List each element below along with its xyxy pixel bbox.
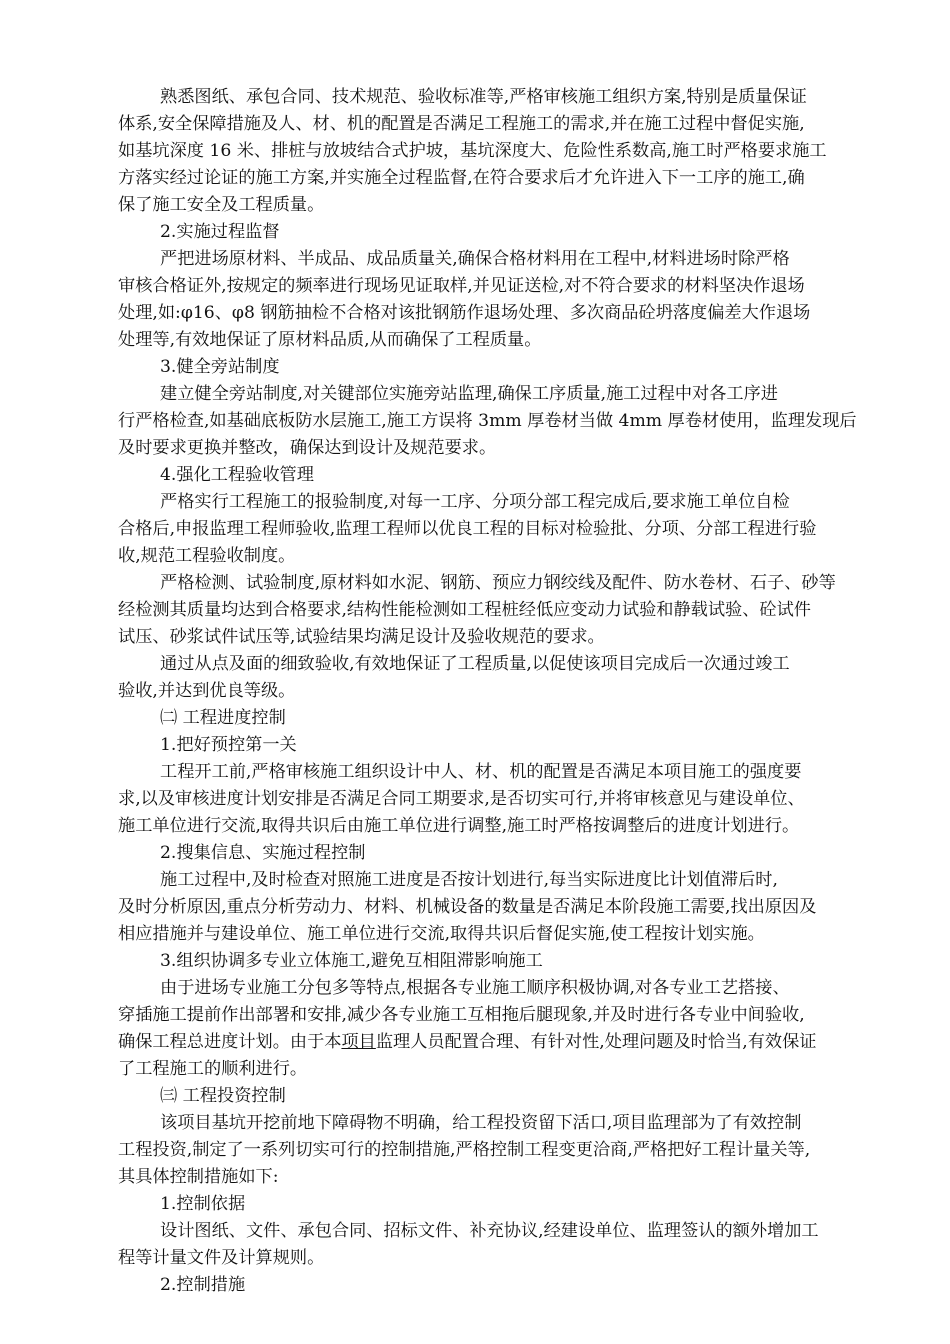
text-line <box>118 462 878 489</box>
text-line <box>118 516 878 543</box>
line-text: 该项目基坑开挖前地下障碍物不明确，给工程投资留下活口,项目监理部为了有效控制 <box>160 1113 802 1133</box>
line-text: 收,规范工程验收制度。 <box>118 546 296 566</box>
text-line <box>118 111 878 138</box>
text-line <box>118 1110 878 1137</box>
text-line <box>118 651 878 678</box>
text-line <box>118 759 878 786</box>
line-text: 建立健全旁站制度,对关键部位实施旁站监理,确保工序质量,施工过程中对各工序进 <box>160 384 778 404</box>
text-line <box>118 1002 878 1029</box>
text-line <box>118 273 878 300</box>
line-text: 4.强化工程验收管理 <box>160 465 314 485</box>
text-line <box>118 921 878 948</box>
text-line <box>118 219 878 246</box>
line-text: 处理等,有效地保证了原材料品质,从而确保了工程质量。 <box>118 330 542 350</box>
line-text: 2.控制措施 <box>160 1275 246 1295</box>
line-text: 确保工程总进度计划。由于本 <box>118 1032 342 1052</box>
underlined-word: 项目 <box>341 1032 376 1052</box>
text-line <box>118 246 878 273</box>
text-line <box>118 705 878 732</box>
text-line <box>118 570 878 597</box>
line-text: 程等计量文件及计算规则。 <box>118 1248 325 1268</box>
line-text: 严把进场原材料、半成品、成品质量关,确保合格材料用在工程中,材料进场时除严格 <box>160 249 790 269</box>
line-text: 由于进场专业施工分包多等特点,根据各专业施工顺序积极协调,对各专业工艺搭接、 <box>160 978 790 998</box>
line-text: 3.组织协调多专业立体施工,避免互相阻滞影响施工 <box>160 951 543 971</box>
text-line <box>118 678 878 705</box>
line-text: 严格检测、试验制度,原材料如水泥、钢筋、预应力钢绞线及配件、防水卷材、石子、砂等 <box>160 573 836 593</box>
line-text: 施工过程中,及时检查对照施工进度是否按计划进行,每当实际进度比计划值滞后时, <box>160 870 778 890</box>
text-line <box>118 1218 878 1245</box>
line-text: 工程开工前,严格审核施工组织设计中人、材、机的配置是否满足本项目施工的强度要 <box>160 762 802 782</box>
document-body <box>118 84 878 1299</box>
line-text: 审核合格证外,按规定的频率进行现场见证取样,并见证送检,对不符合要求的材料坚决作退场 <box>118 276 805 296</box>
text-line <box>118 948 878 975</box>
line-text: 工程投资,制定了一系列切实可行的控制措施,严格控制工程变更洽商,严格把好工程计量关等, <box>118 1140 811 1160</box>
text-line <box>118 138 878 165</box>
line-text: 严格实行工程施工的报验制度,对每一工序、分项分部工程完成后,要求施工单位自检 <box>160 492 790 512</box>
line-text: 合格后,申报监理工程师验收,监理工程师以优良工程的目标对检验批、分项、分部工程进行验 <box>118 519 817 539</box>
text-line <box>118 408 878 435</box>
line-text: 方落实经过论证的施工方案,并实施全过程监督,在符合要求后才允许进入下一工序的施工,确 <box>118 168 805 188</box>
text-line <box>118 1245 878 1272</box>
line-text: 经检测其质量均达到合格要求,结构性能检测如工程桩经低应变动力试验和静载试验、砼试件 <box>118 600 811 620</box>
line-text: 及时要求更换并整改，确保达到设计及规范要求。 <box>118 438 497 458</box>
line-text: 1.把好预控第一关 <box>160 735 297 755</box>
text-line <box>118 84 878 111</box>
text-line <box>118 192 878 219</box>
text-line <box>118 732 878 759</box>
text-line <box>118 597 878 624</box>
line-text: 2.搜集信息、实施过程控制 <box>160 843 366 863</box>
line-text: 及时分析原因,重点分析劳动力、材料、机械设备的数量是否满足本阶段施工需要,找出原因及 <box>118 897 817 917</box>
text-line <box>118 1164 878 1191</box>
line-text: 行严格检查,如基础底板防水层施工,施工方误将 3mm 厚卷材当做 4mm 厚卷材使用，监理发现后 <box>118 411 857 431</box>
line-text: ㈢ 工程投资控制 <box>160 1086 286 1106</box>
text-line <box>118 840 878 867</box>
line-text: 相应措施并与建设单位、施工单位进行交流,取得共识后督促实施,使工程按计划实施。 <box>118 924 765 944</box>
text-line <box>118 1137 878 1164</box>
line-text: 3.健全旁站制度 <box>160 357 280 377</box>
text-line <box>118 354 878 381</box>
text-line <box>118 300 878 327</box>
line-text: 施工单位进行交流,取得共识后由施工单位进行调整,施工时严格按调整后的进度计划进行。 <box>118 816 800 836</box>
line-text: 体系,安全保障措施及人、材、机的配置是否满足工程施工的需求,并在施工过程中督促实施, <box>118 114 805 134</box>
text-line <box>118 435 878 462</box>
text-line <box>118 867 878 894</box>
text-line <box>118 1083 878 1110</box>
text-line <box>118 165 878 192</box>
text-line <box>118 786 878 813</box>
line-text: 其具体控制措施如下: <box>118 1167 279 1187</box>
text-line <box>118 543 878 570</box>
text-line <box>118 894 878 921</box>
line-text: 验收,并达到优良等级。 <box>118 681 296 701</box>
text-line <box>118 813 878 840</box>
text-line <box>118 1056 878 1083</box>
line-text: 熟悉图纸、承包合同、技术规范、验收标准等,严格审核施工组织方案,特别是质量保证 <box>160 87 807 107</box>
line-text: 试压、砂浆试件试压等,试验结果均满足设计及验收规范的要求。 <box>118 627 605 647</box>
line-text: 处理,如:φ16、φ8 钢筋抽检不合格对该批钢筋作退场处理、多次商品砼坍落度偏差大作退场 <box>118 303 811 323</box>
line-text-continued: 监理人员配置合理、有针对性,处理问题及时恰当,有效保证 <box>375 1032 817 1052</box>
line-text: 保了施工安全及工程质量。 <box>118 195 325 215</box>
line-text: 求,以及审核进度计划安排是否满足合同工期要求,是否切实可行,并将审核意见与建设单位、 <box>118 789 805 809</box>
line-text: 2.实施过程监督 <box>160 222 280 242</box>
text-line <box>118 624 878 651</box>
text-line <box>118 327 878 354</box>
text-line <box>118 381 878 408</box>
text-line <box>118 1029 878 1056</box>
line-text: 了工程施工的顺利进行。 <box>118 1059 308 1079</box>
line-text: 穿插施工提前作出部署和安排,减少各专业施工互相拖后腿现象,并及时进行各专业中间验收, <box>118 1005 805 1025</box>
text-line <box>118 489 878 516</box>
text-line <box>118 975 878 1002</box>
line-text: 设计图纸、文件、承包合同、招标文件、补充协议,经建设单位、监理签认的额外增加工 <box>160 1221 819 1241</box>
line-text: 通过从点及面的细致验收,有效地保证了工程质量,以促使该项目完成后一次通过竣工 <box>160 654 790 674</box>
text-line <box>118 1272 878 1299</box>
line-text: ㈡ 工程进度控制 <box>160 708 286 728</box>
text-line <box>118 1191 878 1218</box>
line-text: 1.控制依据 <box>160 1194 246 1214</box>
line-text: 如基坑深度 16 米、排桩与放坡结合式护坡，基坑深度大、危险性系数高,施工时严格要求施工 <box>118 141 827 161</box>
